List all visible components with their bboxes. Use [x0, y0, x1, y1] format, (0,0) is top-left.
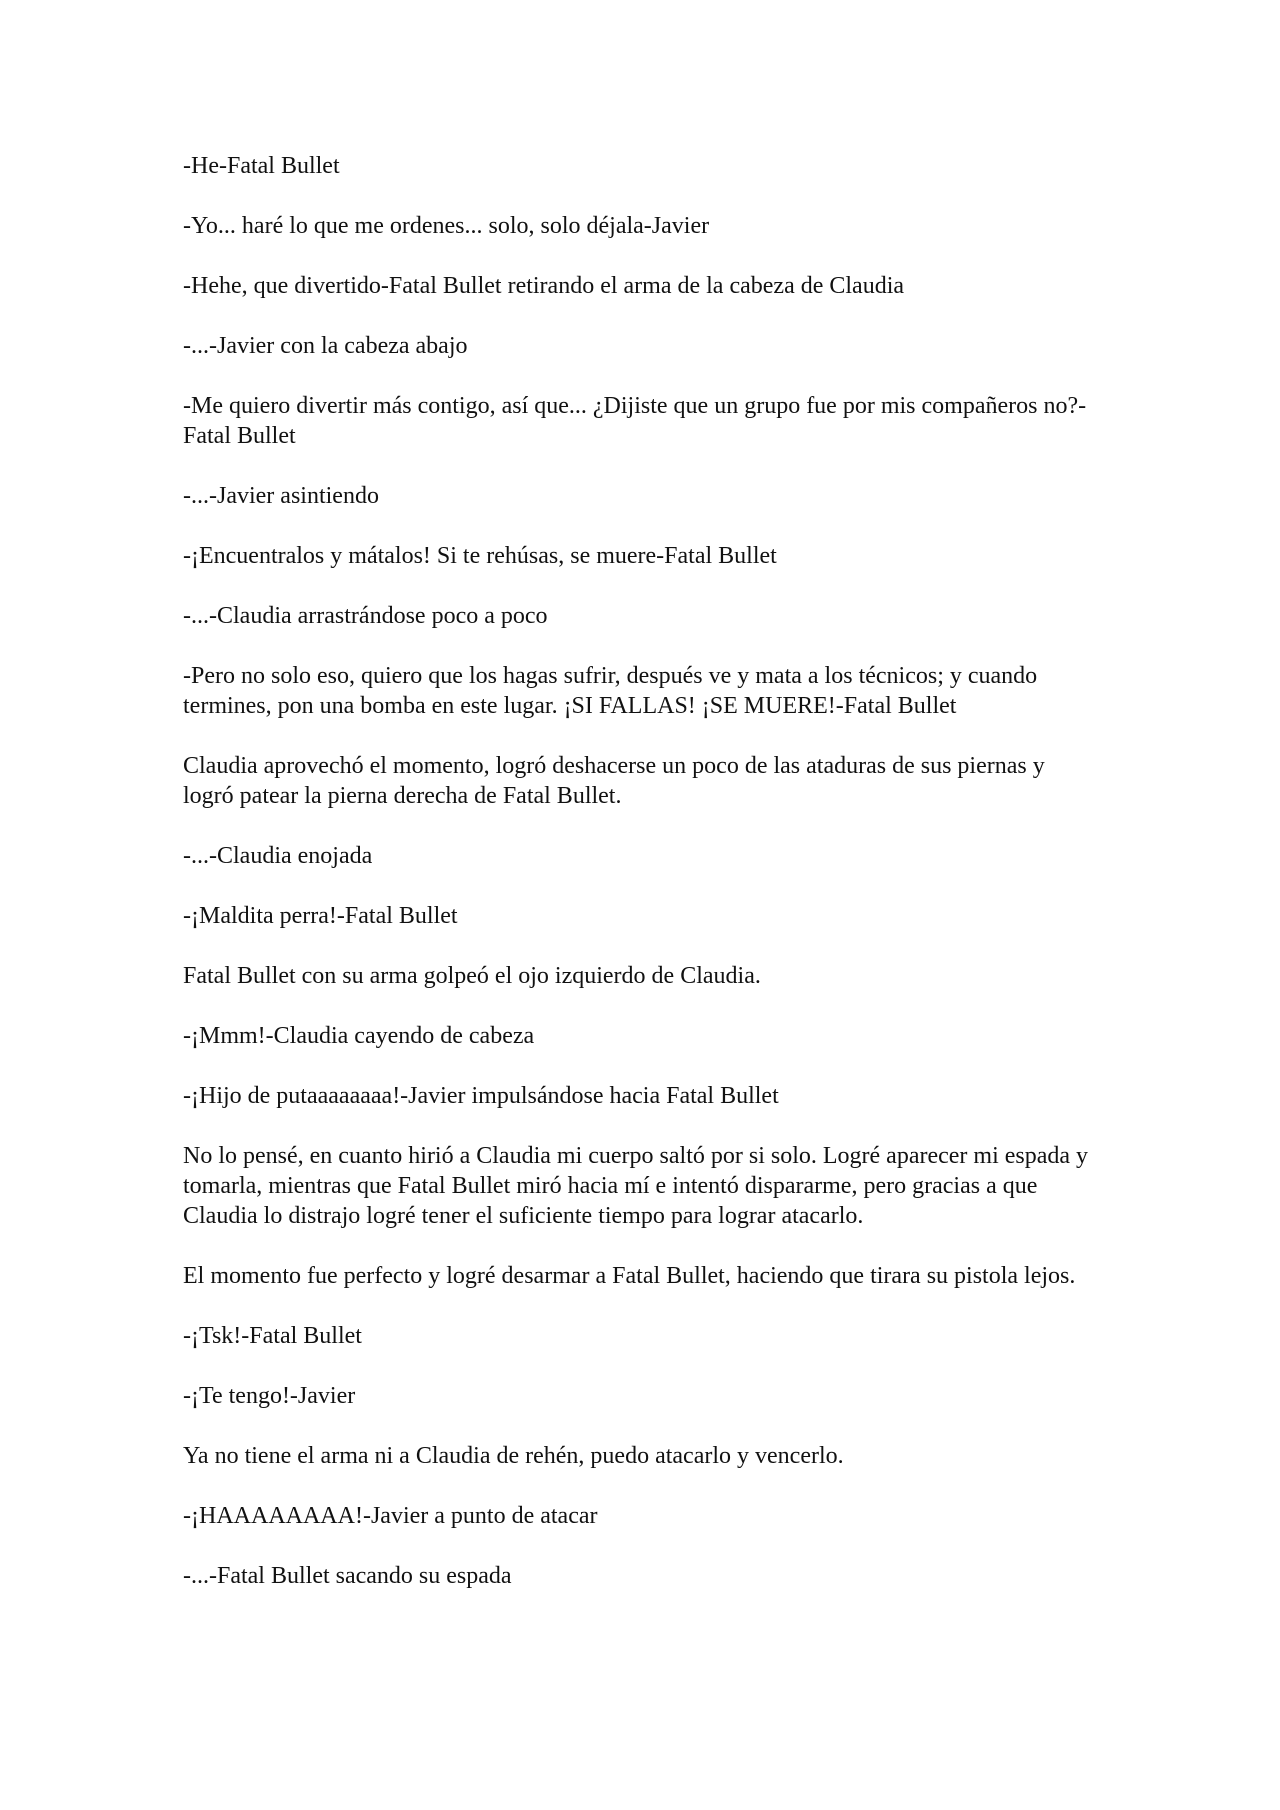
paragraph: -...-Javier asintiendo — [183, 483, 379, 509]
paragraph: -¡Tsk!-Fatal Bullet — [183, 1323, 362, 1349]
paragraph: -Me quiero divertir más contigo, así que... ¿Dijiste que un grupo fue por mis compañeros no?-Fatal Bullet — [183, 393, 1087, 449]
paragraph: Fatal Bullet con su arma golpeó el ojo izquierdo de Claudia. — [183, 963, 761, 989]
document-body — [183, 151, 1093, 1621]
paragraph: -...-Javier con la cabeza abajo — [183, 333, 468, 359]
paragraph: -¡HAAAAAAAA!-Javier a punto de atacar — [183, 1503, 598, 1529]
paragraph: -...-Fatal Bullet sacando su espada — [183, 1563, 512, 1589]
paragraph: -¡Te tengo!-Javier — [183, 1383, 356, 1409]
paragraph: -¡Maldita perra!-Fatal Bullet — [183, 903, 458, 929]
paragraph: Claudia aprovechó el momento, logró deshacerse un poco de las ataduras de sus piernas y logró patear la pierna derecha de Fatal Bullet. — [183, 753, 1045, 809]
paragraph: -¡Mmm!-Claudia cayendo de cabeza — [183, 1023, 535, 1049]
paragraph: -...-Claudia enojada — [183, 843, 373, 869]
paragraph: No lo pensé, en cuanto hirió a Claudia mi cuerpo saltó por si solo. Logré aparecer mi espada y tomarla, mientras que Fatal Bullet miró hacia mí e intentó dispararme, pero gracias a que Claudia lo distrajo logré tener el suficiente tiempo para lograr atacarlo. — [183, 1143, 1089, 1229]
paragraph: -Hehe, que divertido-Fatal Bullet retirando el arma de la cabeza de Claudia — [183, 273, 905, 299]
paragraph: -...-Claudia arrastrándose poco a poco — [183, 603, 548, 629]
paragraph: -Pero no solo eso, quiero que los hagas sufrir, después ve y mata a los técnicos; y cuando termines, pon una bomba en este lugar. ¡SI FALLAS! ¡SE MUERE!-Fatal Bullet — [183, 663, 1038, 719]
paragraph: -¡Hijo de putaaaaaaaa!-Javier impulsándose hacia Fatal Bullet — [183, 1083, 779, 1109]
paragraph: -He-Fatal Bullet — [183, 153, 340, 179]
paragraph: -¡Encuentralos y mátalos! Si te rehúsas, se muere-Fatal Bullet — [183, 543, 777, 569]
paragraph: Ya no tiene el arma ni a Claudia de rehén, puedo atacarlo y vencerlo. — [183, 1443, 844, 1469]
paragraph: El momento fue perfecto y logré desarmar a Fatal Bullet, haciendo que tirara su pistola lejos. — [183, 1263, 1076, 1289]
paragraph: -Yo... haré lo que me ordenes... solo, solo déjala-Javier — [183, 213, 710, 239]
